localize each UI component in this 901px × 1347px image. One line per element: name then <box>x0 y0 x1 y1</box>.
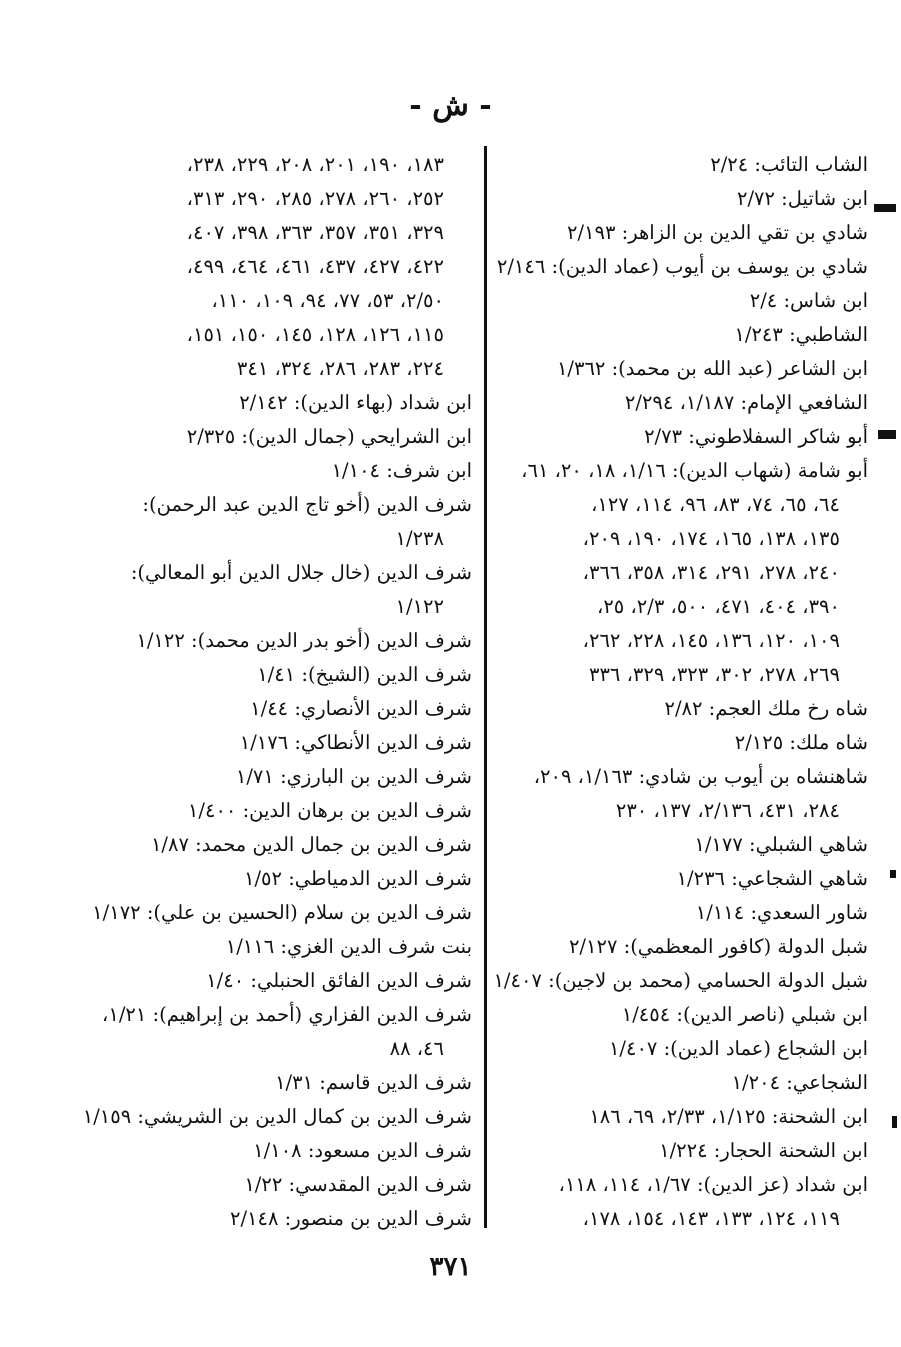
left-column-entry: شرف الدين بن برهان الدين: ١/٤٠٠ <box>187 799 472 822</box>
left-column-entry: ٢/٥٠، ٥٣، ٧٧، ٩٤، ١٠٩، ١١٠، <box>211 289 444 312</box>
left-column-entry: ابن شداد (بهاء الدين): ٢/١٤٢ <box>239 391 472 414</box>
right-column-entry: ٢٤٠، ٢٧٨، ٢٩١، ٣١٤، ٣٥٨، ٣٦٦، <box>582 561 840 584</box>
right-column-entry: شاه رخ ملك العجم: ٢/٨٢ <box>664 697 868 720</box>
right-column-entry: شادي بن يوسف بن أيوب (عماد الدين): ٢/١٤٦ <box>496 255 868 278</box>
index-column-right <box>493 148 868 1236</box>
left-column-entry: شرف الدين (خال جلال الدين أبو المعالي): <box>130 561 472 584</box>
right-column-entry: أبو شاكر السفلاطوني: ٢/٧٣ <box>644 425 868 448</box>
right-column-entry: ٢٨٤، ٤٣١، ٢/١٣٦، ١٣٧، ٢٣٠ <box>615 799 840 822</box>
left-column-entry: شرف الدين المقدسي: ١/٢٢ <box>244 1173 472 1196</box>
left-column-entry: شرف الدين (الشيخ): ١/٤١ <box>257 663 472 686</box>
left-column-entry: ٤٦، ٨٨ <box>389 1037 444 1060</box>
left-column-entry: شرف الدين بن جمال الدين محمد: ١/٨٧ <box>150 833 472 856</box>
right-column-entry: الشجاعي: ١/٢٠٤ <box>731 1071 868 1094</box>
right-column-entry: شاه ملك: ٢/١٢٥ <box>734 731 868 754</box>
right-column-entry: ابن شداد (عز الدين): ١/٦٧، ١١٤، ١١٨، <box>558 1173 868 1196</box>
left-column-entry: ١/٢٣٨ <box>395 527 444 550</box>
index-column-left <box>82 148 472 1236</box>
left-column-entry: بنت شرف الدين الغزي: ١/١١٦ <box>225 935 472 958</box>
left-column-entry: ٢٢٤، ٢٨٣، ٢٨٦، ٣٢٤، ٣٤١ <box>236 357 444 380</box>
left-column-entry: شرف الدين الدمياطي: ١/٥٢ <box>244 867 472 890</box>
right-column-entry: ابن شاس: ٢/٤ <box>749 289 868 312</box>
right-column-entry: ٦٤، ٦٥، ٧٤، ٨٣، ٩٦، ١١٤، ١٢٧، <box>591 493 840 516</box>
left-column-entry: ١٨٣، ١٩٠، ٢٠١، ٢٠٨، ٢٢٩، ٢٣٨، <box>186 153 444 176</box>
scan-edge-mark <box>890 870 896 878</box>
right-column-entry: ابن الشحنة: ١/١٢٥، ٢/٣٣، ٦٩، ١٨٦ <box>589 1105 868 1128</box>
left-column-entry: شرف الدين (أخو تاج الدين عبد الرحمن): <box>142 493 472 516</box>
right-column-entry: شاهنشاه بن أيوب بن شادي: ١/١٦٣، ٢٠٩، <box>533 765 868 788</box>
scan-edge-mark <box>878 430 896 439</box>
left-column-entry: شرف الدين الفزاري (أحمد بن إبراهيم): ١/٢١، <box>102 1003 472 1026</box>
right-column-entry: شاهي الشجاعي: ١/٢٣٦ <box>676 867 868 890</box>
left-column-entry: ١١٥، ١٢٦، ١٢٨، ١٤٥، ١٥٠، ١٥١، <box>186 323 444 346</box>
right-column-entry: الشافعي الإمام: ١/١٨٧، ٢/٢٩٤ <box>624 391 868 414</box>
left-column-entry: شرف الدين الأنصاري: ١/٤٤ <box>250 697 472 720</box>
right-column-entry: ابن شبلي (ناصر الدين): ١/٤٥٤ <box>621 1003 868 1026</box>
right-column-entry: ١٠٩، ١٢٠، ١٣٦، ١٤٥، ٢٢٨، ٢٦٢، <box>582 629 840 652</box>
left-column-entry: شرف الدين الفائق الحنبلي: ١/٤٠ <box>206 969 472 992</box>
right-column-entry: ٣٩٠، ٤٠٤، ٤٧١، ٥٠٠، ٢/٣، ٢٥، <box>597 595 840 618</box>
left-column-entry: ٢٥٢، ٢٦٠، ٢٧٨، ٢٨٥، ٢٩٠، ٣١٣، <box>186 187 444 210</box>
left-column-entry: ١/١٢٢ <box>395 595 444 618</box>
right-column-entry: ابن الشاعر (عبد الله بن محمد): ١/٣٦٢ <box>556 357 868 380</box>
left-column-entry: شرف الدين بن البارزي: ١/٧١ <box>235 765 472 788</box>
page-number: ٣٧١ <box>429 1252 472 1282</box>
left-column-entry: شرف الدين بن كمال الدين بن الشريشي: ١/١٥٩ <box>82 1105 472 1128</box>
scan-edge-mark <box>892 1116 897 1128</box>
right-column-entry: ١٣٥، ١٣٨، ١٦٥، ١٧٤، ١٩٠، ٢٠٩، <box>582 527 840 550</box>
left-column-entry: شرف الدين (أخو بدر الدين محمد): ١/١٢٢ <box>136 629 472 652</box>
right-column-entry: أبو شامة (شهاب الدين): ١/١٦، ١٨، ٢٠، ٦١، <box>521 459 868 482</box>
right-column-entry: ١١٩، ١٢٤، ١٣٣، ١٤٣، ١٥٤، ١٧٨، <box>582 1207 840 1230</box>
left-column-entry: شرف الدين الأنطاكي: ١/١٧٦ <box>239 731 472 754</box>
index-letter-heading: - ش - <box>409 88 492 123</box>
right-column-entry: شبل الدولة (كافور المعظمي): ٢/١٢٧ <box>568 935 868 958</box>
right-column-entry: ابن الشحنة الحجار: ١/٢٢٤ <box>659 1139 868 1162</box>
left-column-entry: شرف الدين بن سلام (الحسين بن علي): ١/١٧٢ <box>92 901 472 924</box>
right-column-entry: شاور السعدي: ١/١١٤ <box>695 901 868 924</box>
right-column-entry: شادي بن تقي الدين بن الزاهر: ٢/١٩٣ <box>567 221 868 244</box>
scan-edge-mark <box>874 204 896 212</box>
left-column-entry: شرف الدين قاسم: ١/٣١ <box>275 1071 472 1094</box>
left-column-entry: ابن شرف: ١/١٠٤ <box>331 459 472 482</box>
right-column-entry: ٢٦٩، ٢٧٨، ٣٠٢، ٣٢٣، ٣٢٩، ٣٣٦ <box>588 663 840 686</box>
left-column-entry: ٤٢٢، ٤٢٧، ٤٣٧، ٤٦١، ٤٦٤، ٤٩٩، <box>186 255 444 278</box>
right-column-entry: ابن الشجاع (عماد الدين): ١/٤٠٧ <box>608 1037 868 1060</box>
right-column-entry: ابن شاتيل: ٢/٧٢ <box>736 187 868 210</box>
right-column-entry: شاهي الشبلي: ١/١٧٧ <box>694 833 868 856</box>
left-column-entry: ابن الشرايحي (جمال الدين): ٢/٣٢٥ <box>186 425 472 448</box>
column-divider <box>484 146 487 1228</box>
right-column-entry: الشاب التائب: ٢/٢٤ <box>710 153 868 176</box>
left-column-entry: شرف الدين مسعود: ١/١٠٨ <box>253 1139 472 1162</box>
left-column-entry: شرف الدين بن منصور: ٢/١٤٨ <box>229 1207 472 1230</box>
right-column-entry: شبل الدولة الحسامي (محمد بن لاجين): ١/٤٠٧ <box>493 969 868 992</box>
right-column-entry: الشاطبي: ١/٢٤٣ <box>734 323 868 346</box>
left-column-entry: ٣٢٩، ٣٥١، ٣٥٧، ٣٦٣، ٣٩٨، ٤٠٧، <box>186 221 444 244</box>
